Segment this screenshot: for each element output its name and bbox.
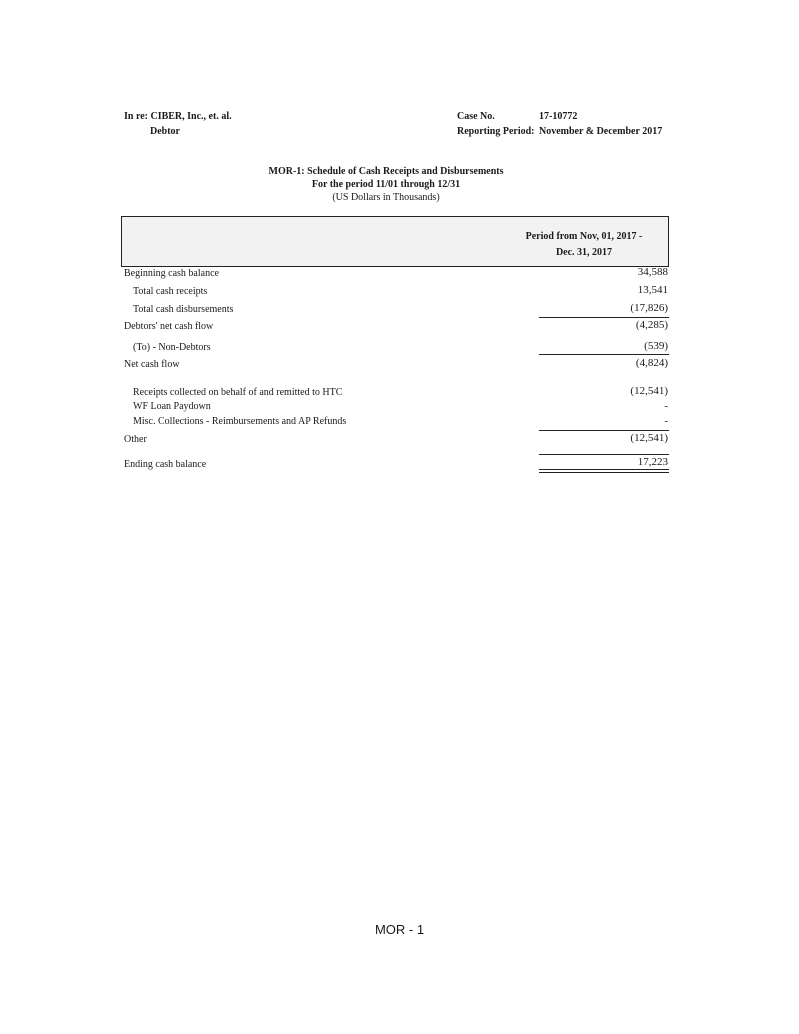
row-label: WF Loan Paydown xyxy=(133,401,211,412)
debtor-label: Debtor xyxy=(150,126,180,137)
row-label: (To) - Non-Debtors xyxy=(133,342,211,353)
row-label: Other xyxy=(124,434,147,445)
case-no-label: Case No. xyxy=(457,111,495,122)
row-label: Beginning cash balance xyxy=(124,268,219,279)
double-underline-bottom xyxy=(539,472,669,473)
subtotal-rule xyxy=(539,354,669,355)
row-value: (539) xyxy=(644,340,668,352)
schedule-period: For the period 11/01 through 12/31 xyxy=(311,179,461,190)
row-value: 13,541 xyxy=(637,284,668,296)
row-value: (4,824) xyxy=(635,357,668,369)
total-rule xyxy=(539,454,669,455)
row-label: Receipts collected on behalf of and remitted to HTC xyxy=(133,387,343,398)
subtotal-rule xyxy=(539,317,669,318)
row-label: Total cash receipts xyxy=(133,286,208,297)
schedule-title: MOR-1: Schedule of Cash Receipts and Disbursements xyxy=(268,166,504,177)
double-underline-top xyxy=(539,469,669,470)
row-label: Debtors' net cash flow xyxy=(124,321,214,332)
in-re-label: In re: CIBER, Inc., et. al. xyxy=(124,111,232,122)
reporting-period-label: Reporting Period: xyxy=(457,126,535,137)
case-no-value: 17-10772 xyxy=(539,111,578,122)
row-value: - xyxy=(664,400,668,412)
row-label: Misc. Collections - Reimbursements and AP Refunds xyxy=(133,416,347,427)
column-header-line1: Period from Nov, 01, 2017 - xyxy=(525,231,643,242)
page-footer: MOR - 1 xyxy=(374,922,425,937)
row-value: (4,285) xyxy=(635,319,668,331)
column-header xyxy=(504,229,664,261)
row-value: (12,541) xyxy=(630,385,668,397)
column-header-box xyxy=(121,216,669,267)
row-value: (12,541) xyxy=(630,432,668,444)
row-label: Ending cash balance xyxy=(124,459,207,470)
reporting-period-value: November & December 2017 xyxy=(539,126,663,137)
row-value: 34,588 xyxy=(637,266,668,278)
row-value: 17,223 xyxy=(637,456,668,468)
row-label: Net cash flow xyxy=(124,359,180,370)
row-value: - xyxy=(664,415,668,427)
subtotal-rule xyxy=(539,430,669,431)
schedule-units: (US Dollars in Thousands) xyxy=(332,192,440,203)
column-header-line2: Dec. 31, 2017 xyxy=(555,247,613,258)
row-value: (17,826) xyxy=(630,302,668,314)
row-label: Total cash disbursements xyxy=(133,304,234,315)
